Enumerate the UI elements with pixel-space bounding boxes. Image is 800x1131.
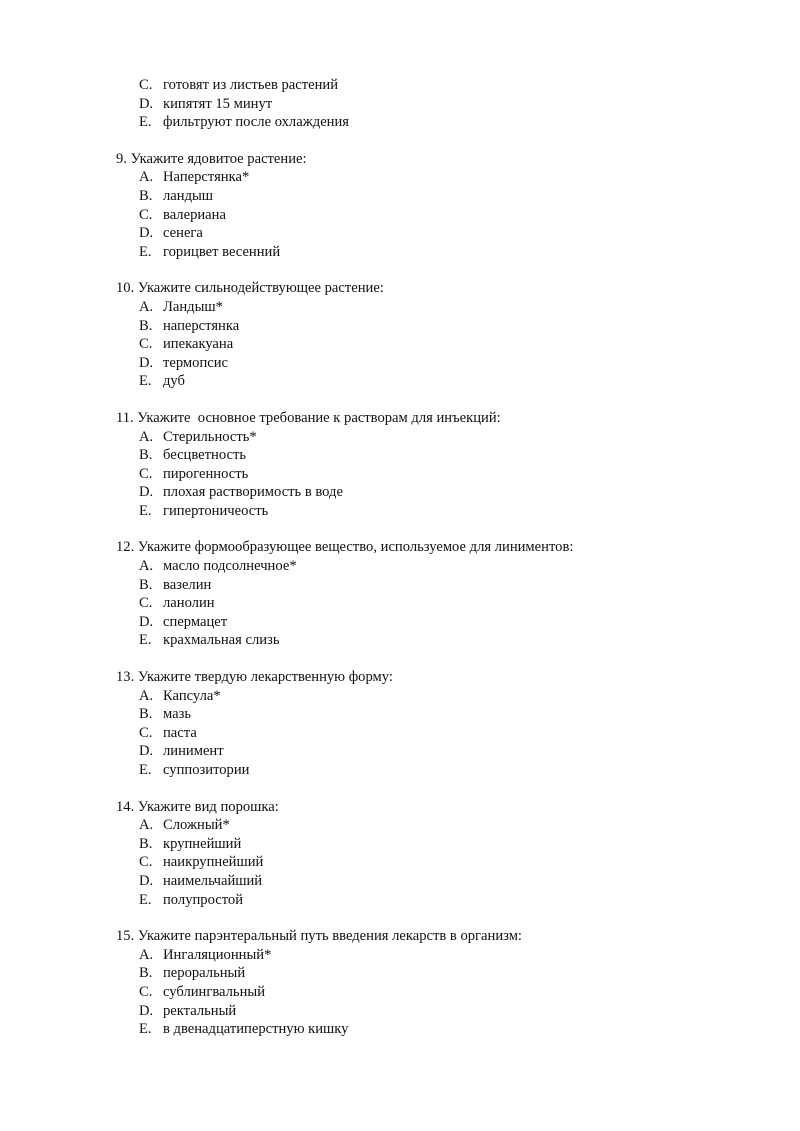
option-letter: D. bbox=[139, 1002, 154, 1019]
option-text: ректальный bbox=[163, 1002, 237, 1019]
option-letter: E. bbox=[139, 762, 152, 778]
question-13 bbox=[116, 668, 756, 780]
option-item bbox=[116, 761, 756, 780]
option-item bbox=[116, 705, 756, 724]
option-letter: A. bbox=[139, 169, 154, 186]
option-text: гипертоничеость bbox=[163, 502, 269, 519]
option-letter: C. bbox=[139, 77, 153, 93]
option-item bbox=[116, 835, 756, 854]
option-text: Сложный* bbox=[163, 817, 230, 834]
option-text: мазь bbox=[163, 706, 192, 723]
option-item bbox=[116, 335, 756, 354]
question-10 bbox=[116, 279, 756, 391]
option-text: линимент bbox=[163, 743, 224, 760]
option-item bbox=[116, 946, 756, 965]
option-letter: D. bbox=[139, 743, 154, 760]
option-text: Ингаляционный* bbox=[163, 946, 272, 963]
option-letter: B. bbox=[139, 317, 153, 334]
option-item bbox=[116, 983, 756, 1002]
option-item bbox=[116, 631, 756, 650]
option-item bbox=[116, 891, 756, 910]
option-letter: C. bbox=[139, 724, 153, 741]
option-text: Ландыш* bbox=[163, 298, 223, 315]
option-text: ипекакуана bbox=[163, 336, 234, 353]
option-text: сублингвальный bbox=[163, 983, 266, 1000]
option-text: горицвет весенний bbox=[163, 243, 281, 260]
option-letter: E. bbox=[139, 1021, 152, 1038]
question-text: 14. Укажите вид порошка: bbox=[116, 798, 279, 815]
option-letter: A. bbox=[139, 946, 154, 963]
option-item bbox=[116, 243, 756, 262]
option-text: пирогенность bbox=[163, 465, 249, 482]
option-item bbox=[116, 576, 756, 595]
option-item bbox=[116, 557, 756, 576]
option-item bbox=[116, 502, 756, 521]
option-item bbox=[116, 206, 756, 225]
continued-options bbox=[116, 76, 756, 132]
option-letter: C. bbox=[139, 336, 153, 353]
option-text: готовят из листьев растений bbox=[163, 77, 339, 93]
option-letter: A. bbox=[139, 687, 154, 704]
option-letter: E. bbox=[139, 243, 152, 260]
option-text: дуб bbox=[163, 373, 185, 390]
option-letter: E. bbox=[139, 373, 152, 390]
question-text: 13. Укажите твердую лекарственную форму: bbox=[116, 669, 393, 686]
question-text: 12. Укажите формообразующее вещество, используемое для линиментов: bbox=[116, 539, 574, 556]
option-text: наикрупнейший bbox=[163, 854, 264, 871]
option-letter: A. bbox=[139, 558, 154, 575]
option-letter: A. bbox=[139, 428, 154, 445]
option-item bbox=[116, 724, 756, 743]
option-letter: B. bbox=[139, 576, 153, 593]
option-letter: B. bbox=[139, 835, 153, 852]
option-item bbox=[116, 372, 756, 391]
option-text: наперстянка bbox=[163, 317, 240, 334]
option-item bbox=[116, 317, 756, 336]
option-letter: E. bbox=[139, 632, 152, 649]
option-item bbox=[116, 465, 756, 484]
option-item bbox=[116, 816, 756, 835]
option-text: термопсис bbox=[163, 354, 229, 371]
option-text: масло подсолнечное* bbox=[163, 558, 297, 575]
option-item bbox=[116, 687, 756, 706]
option-item bbox=[116, 187, 756, 206]
question-12 bbox=[116, 538, 756, 650]
option-text: вазелин bbox=[163, 576, 212, 593]
option-text: крупнейший bbox=[163, 835, 242, 852]
option-text: крахмальная слизь bbox=[163, 632, 280, 649]
option-item bbox=[116, 742, 756, 761]
option-item bbox=[116, 428, 756, 447]
option-text: фильтруют после охлаждения bbox=[163, 114, 350, 131]
option-letter: D. bbox=[139, 95, 154, 112]
option-letter: C. bbox=[139, 465, 153, 482]
option-letter: E. bbox=[139, 114, 152, 131]
option-item bbox=[116, 224, 756, 243]
option-text: плохая растворимость в воде bbox=[163, 484, 343, 501]
option-item bbox=[116, 95, 756, 114]
option-letter: B. bbox=[139, 965, 153, 982]
option-text: Наперстянка* bbox=[163, 169, 250, 186]
option-text: паста bbox=[163, 724, 197, 741]
option-letter: B. bbox=[139, 447, 153, 464]
document-content bbox=[116, 76, 756, 1057]
option-item bbox=[116, 113, 756, 132]
option-letter: D. bbox=[139, 354, 154, 371]
option-text: суппозитории bbox=[163, 762, 250, 778]
option-item bbox=[116, 853, 756, 872]
option-letter: E. bbox=[139, 891, 152, 908]
option-letter: C. bbox=[139, 854, 153, 871]
option-text: в двенадцатиперстную кишку bbox=[163, 1021, 349, 1038]
option-letter: D. bbox=[139, 872, 154, 889]
option-text: спермацет bbox=[163, 613, 228, 630]
option-letter: B. bbox=[139, 706, 153, 723]
question-text: 11. Укажите основное требование к растворам для инъекций: bbox=[116, 409, 501, 426]
option-item bbox=[116, 613, 756, 632]
option-text: наимельчайший bbox=[163, 872, 263, 889]
option-item bbox=[116, 964, 756, 983]
option-letter: D. bbox=[139, 225, 154, 242]
option-letter: C. bbox=[139, 983, 153, 1000]
option-text: полупростой bbox=[163, 891, 244, 908]
option-text: кипятят 15 минут bbox=[163, 95, 273, 112]
option-text: бесцветность bbox=[163, 447, 247, 464]
question-14 bbox=[116, 798, 756, 910]
question-9 bbox=[116, 150, 756, 262]
option-item bbox=[116, 354, 756, 373]
option-item bbox=[116, 872, 756, 891]
question-text: 15. Укажите парэнтеральный путь введения лекарств в организм: bbox=[116, 928, 522, 945]
option-item bbox=[116, 168, 756, 187]
question-11 bbox=[116, 409, 756, 521]
question-15 bbox=[116, 927, 756, 1039]
option-item bbox=[116, 76, 756, 95]
option-item bbox=[116, 298, 756, 317]
option-item bbox=[116, 594, 756, 613]
option-item bbox=[116, 1020, 756, 1039]
option-text: сенега bbox=[163, 225, 203, 242]
option-letter: D. bbox=[139, 613, 154, 630]
option-letter: A. bbox=[139, 298, 154, 315]
option-text: ландыш bbox=[163, 187, 214, 204]
option-letter: A. bbox=[139, 817, 154, 834]
option-item bbox=[116, 1002, 756, 1021]
option-item bbox=[116, 446, 756, 465]
option-text: Капсула* bbox=[163, 687, 221, 704]
option-letter: C. bbox=[139, 595, 153, 612]
option-text: ланолин bbox=[163, 595, 215, 612]
option-letter: C. bbox=[139, 206, 153, 223]
option-text: валериана bbox=[163, 206, 226, 223]
option-text: пероральный bbox=[163, 965, 246, 982]
option-text: Стерильность* bbox=[163, 428, 257, 445]
option-letter: B. bbox=[139, 187, 153, 204]
question-text: 10. Укажите сильнодействующее растение: bbox=[116, 280, 384, 297]
question-text: 9. Укажите ядовитое растение: bbox=[116, 150, 307, 167]
option-letter: D. bbox=[139, 484, 154, 501]
option-letter: E. bbox=[139, 502, 152, 519]
option-item bbox=[116, 483, 756, 502]
